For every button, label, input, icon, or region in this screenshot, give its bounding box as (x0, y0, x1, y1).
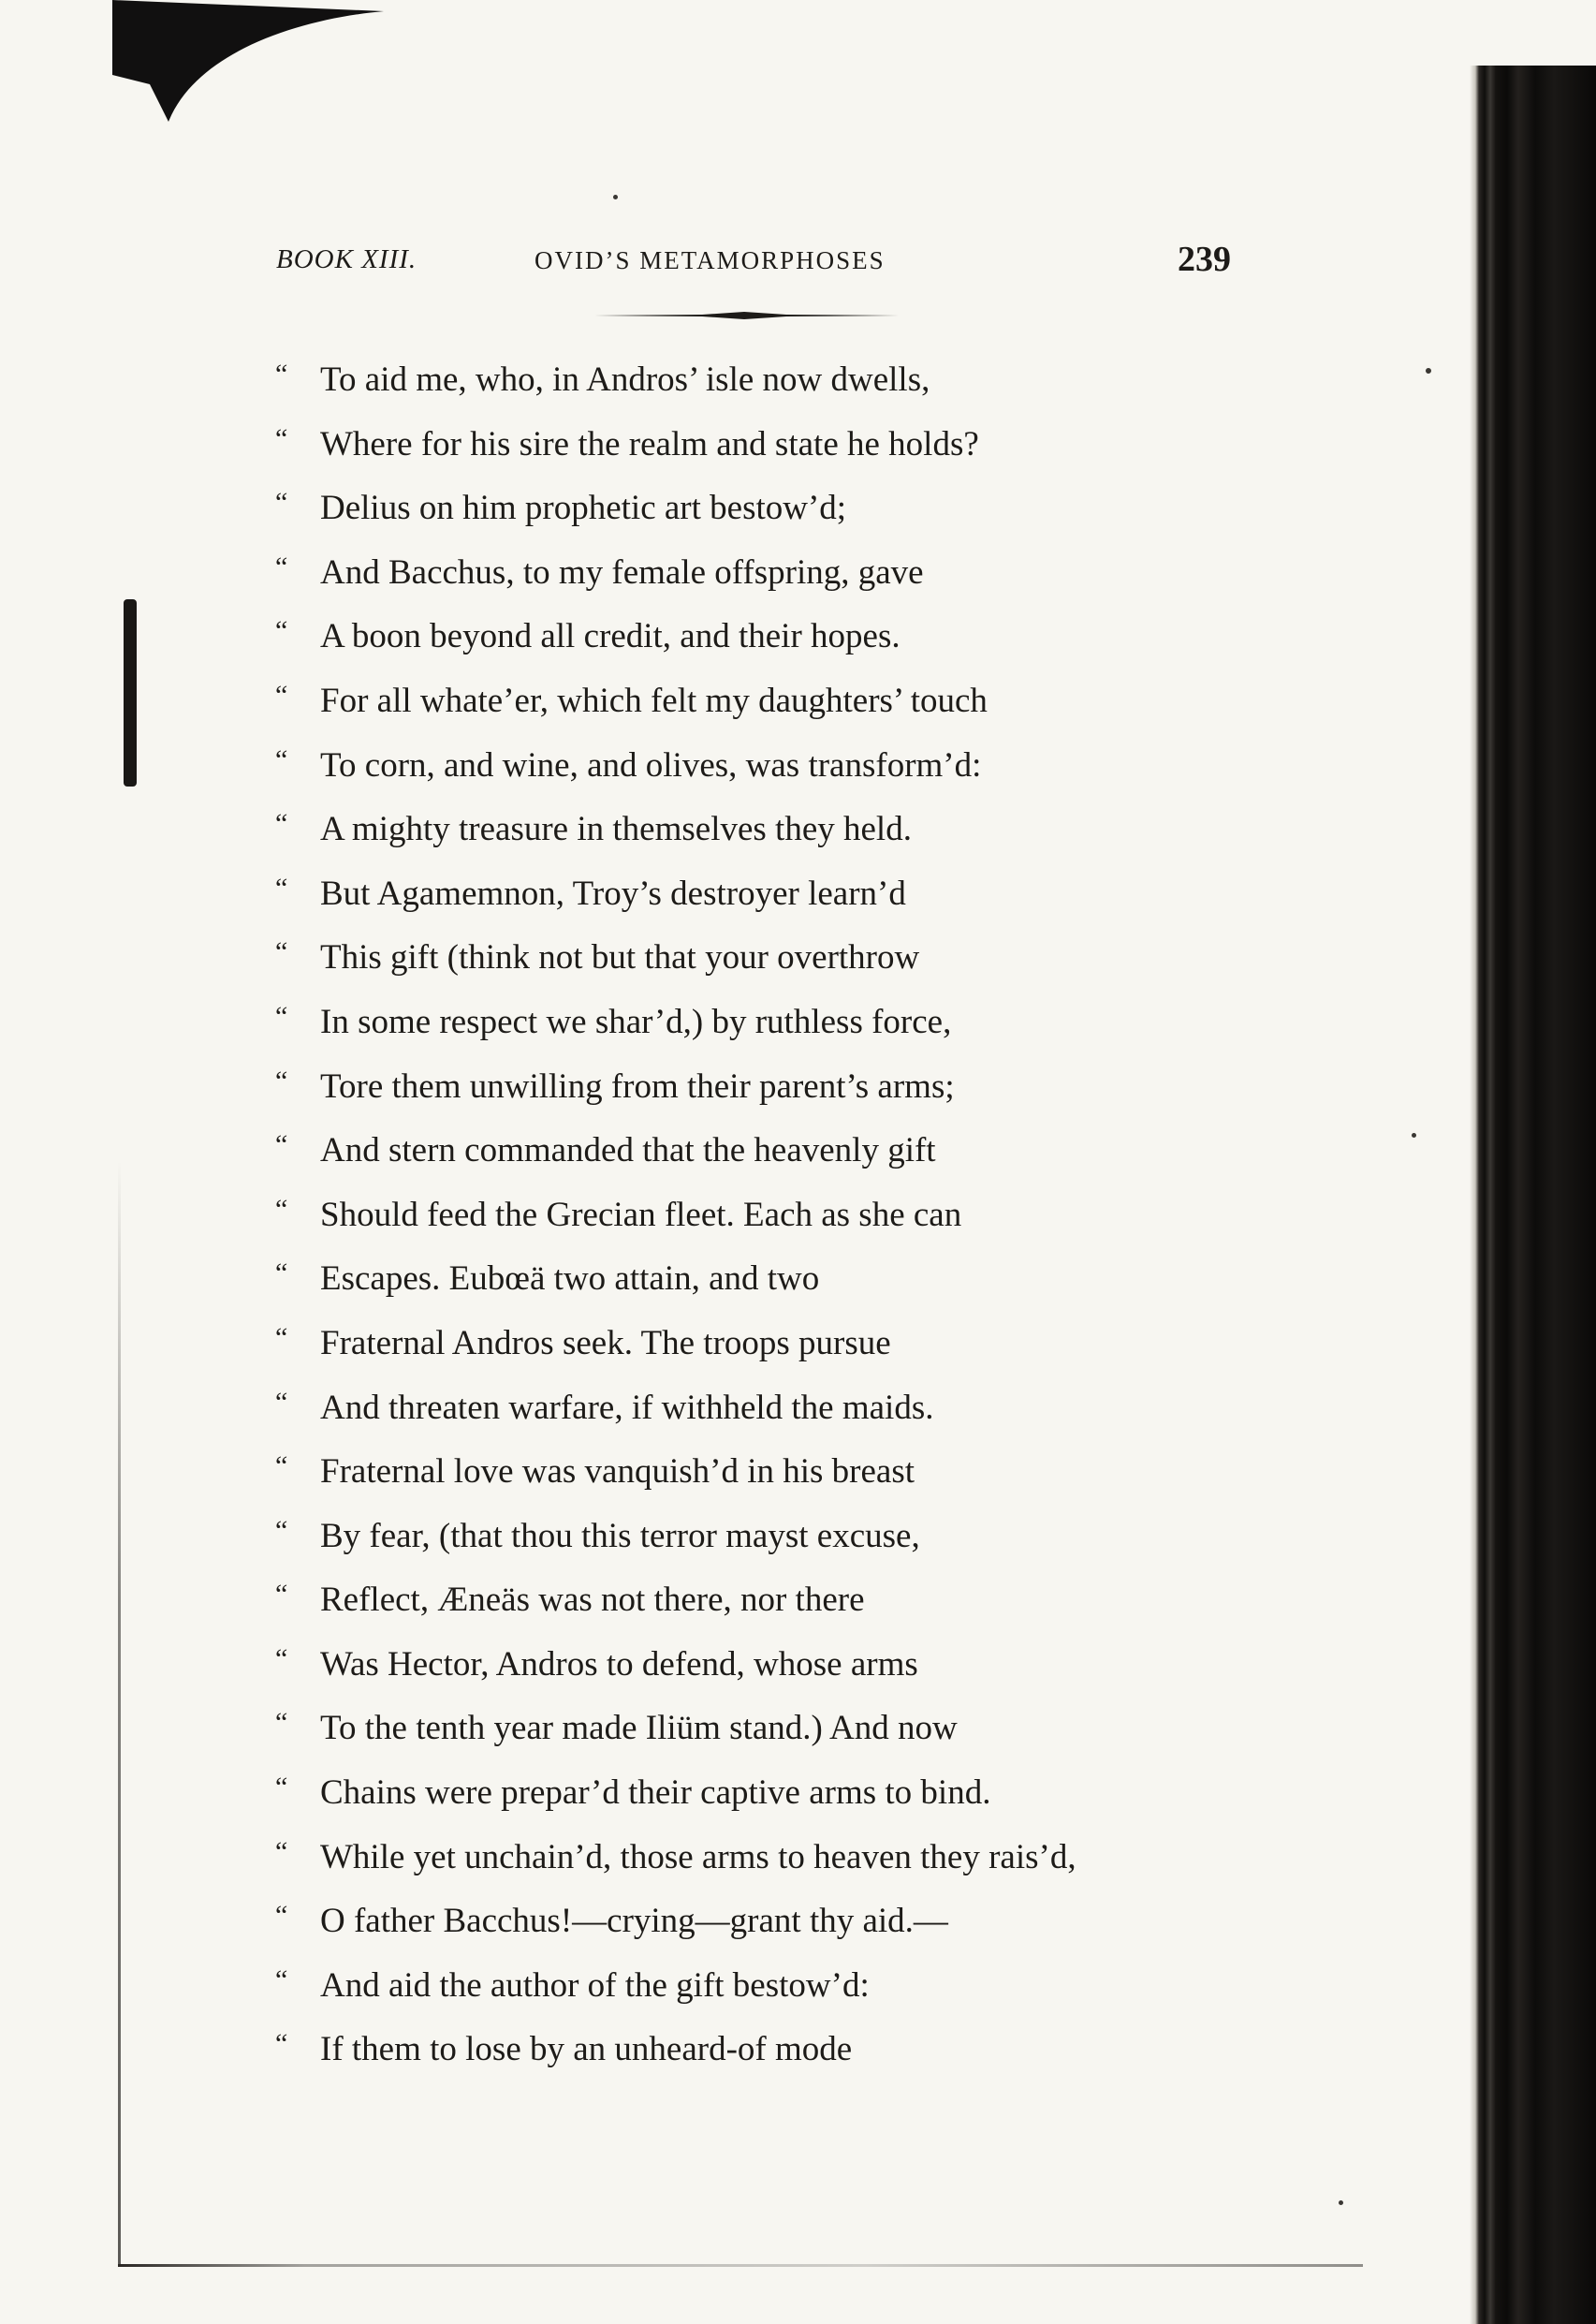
verse-line (275, 605, 1264, 669)
verse-line-text: But Agamemnon, Troy’s destroyer learn’d (320, 874, 906, 913)
verse-line (275, 1119, 1264, 1184)
running-head-title: OVID’S METAMORPHOSES (534, 246, 886, 274)
verse-line (275, 1184, 1264, 1248)
opening-quote-mark: “ (275, 872, 288, 904)
opening-quote-mark: “ (275, 743, 288, 775)
verse-line-text: And aid the author of the gift bestow’d: (320, 1965, 870, 2005)
opening-quote-mark: “ (275, 1900, 288, 1932)
verse-line (275, 1890, 1264, 1954)
verse-line (275, 734, 1264, 799)
verse-line (275, 1247, 1264, 1312)
verse-line (275, 669, 1264, 734)
opening-quote-mark: “ (275, 936, 288, 968)
verse-block (275, 348, 1264, 2082)
verse-line (275, 862, 1264, 927)
verse-line (275, 1761, 1264, 1826)
paper-speck (613, 195, 618, 199)
opening-quote-mark: “ (275, 1514, 288, 1546)
opening-quote-mark: “ (275, 1450, 288, 1482)
opening-quote-mark: “ (275, 422, 288, 454)
verse-line-text: This gift (think not but that your overthrow (320, 938, 920, 978)
opening-quote-mark: “ (275, 1000, 288, 1032)
verse-line (275, 2018, 1264, 2082)
verse-line (275, 413, 1264, 478)
opening-quote-mark: “ (275, 1321, 288, 1353)
opening-quote-mark: “ (275, 1386, 288, 1418)
verse-line (275, 798, 1264, 862)
verse-line (275, 1826, 1264, 1890)
verse-line-text: For all whate’er, which felt my daughters’ touch (320, 681, 988, 720)
verse-line-text: In some respect we shar’d,) by ruthless force, (320, 1002, 952, 1041)
opening-quote-mark: “ (275, 1193, 288, 1225)
verse-line (275, 1376, 1264, 1441)
verse-line-text: To aid me, who, in Andros’ isle now dwells, (320, 360, 930, 399)
verse-line (275, 1633, 1264, 1698)
verse-line (275, 348, 1264, 413)
verse-line-text: While yet unchain’d, those arms to heaven they rais’d, (320, 1837, 1076, 1876)
running-head-book: BOOK XIII. (276, 244, 417, 274)
verse-line-text: Escapes. Eubœä two attain, and two (320, 1259, 820, 1299)
running-header (276, 239, 1231, 295)
opening-quote-mark: “ (275, 2028, 288, 2060)
opening-quote-mark: “ (275, 1129, 288, 1161)
opening-quote-mark: “ (275, 615, 288, 647)
opening-quote-mark: “ (275, 551, 288, 582)
verse-line-text: Was Hector, Andros to defend, whose arms (320, 1644, 918, 1684)
verse-line-text: Fraternal love was vanquish’d in his breast (320, 1452, 915, 1492)
verse-line-text: O father Bacchus!—crying—grant thy aid.— (320, 1902, 948, 1941)
verse-line-text: Tore them unwilling from their parent’s arms; (320, 1066, 955, 1106)
paper-speck (1339, 2200, 1343, 2205)
verse-line-text: Delius on him prophetic art bestow’d; (320, 489, 847, 528)
verse-line (275, 1568, 1264, 1633)
verse-line-text: Fraternal Andros seek. The troops pursue (320, 1323, 891, 1362)
opening-quote-mark: “ (275, 1835, 288, 1867)
opening-quote-mark: “ (275, 1258, 288, 1289)
opening-quote-mark: “ (275, 808, 288, 840)
left-margin-rule (118, 1161, 121, 2266)
margin-ink-mark (124, 599, 137, 787)
binding-spine-shadow (1470, 66, 1596, 2324)
opening-quote-mark: “ (275, 679, 288, 711)
verse-line (275, 926, 1264, 991)
verse-line-text: Should feed the Grecian fleet. Each as she can (320, 1195, 962, 1234)
opening-quote-mark: “ (275, 1579, 288, 1611)
verse-line-text: A mighty treasure in themselves they held. (320, 810, 912, 849)
paper-speck (1426, 368, 1431, 374)
header-ornament-rule (590, 312, 899, 319)
opening-quote-mark: “ (275, 1964, 288, 1995)
verse-line-text: To the tenth year made Iliüm stand.) And now (320, 1709, 958, 1748)
paper-speck (1412, 1133, 1416, 1138)
verse-line (275, 1697, 1264, 1761)
verse-line (275, 1440, 1264, 1505)
opening-quote-mark: “ (275, 1707, 288, 1739)
verse-line (275, 477, 1264, 541)
verse-line-text: If them to lose by an unheard-of mode (320, 2030, 853, 2069)
opening-quote-mark: “ (275, 1642, 288, 1674)
opening-quote-mark: “ (275, 1772, 288, 1803)
verse-line-text: To corn, and wine, and olives, was transform’d: (320, 745, 982, 785)
verse-line-text: By fear, (that thou this terror mayst excuse, (320, 1516, 920, 1555)
page-number: 239 (1178, 240, 1231, 279)
verse-line (275, 1055, 1264, 1120)
verse-line (275, 1505, 1264, 1569)
opening-quote-mark: “ (275, 1065, 288, 1096)
verse-line-text: And threaten warfare, if withheld the maids. (320, 1388, 934, 1427)
verse-line-text: Reflect, Æneäs was not there, nor there (320, 1581, 865, 1620)
verse-line-text: A boon beyond all credit, and their hopes. (320, 617, 900, 656)
torn-corner-shadow (112, 0, 393, 131)
verse-line-text: Where for his sire the realm and state he holds? (320, 424, 979, 463)
opening-quote-mark: “ (275, 359, 288, 390)
verse-line (275, 1954, 1264, 2019)
bottom-edge-rule (118, 2264, 1363, 2267)
verse-line (275, 1312, 1264, 1376)
verse-line (275, 541, 1264, 606)
opening-quote-mark: “ (275, 487, 288, 519)
verse-line-text: Chains were prepar’d their captive arms to bind. (320, 1773, 991, 1813)
verse-line-text: And stern commanded that the heavenly gift (320, 1131, 936, 1170)
verse-line (275, 991, 1264, 1055)
verse-line-text: And Bacchus, to my female offspring, gave (320, 552, 924, 592)
